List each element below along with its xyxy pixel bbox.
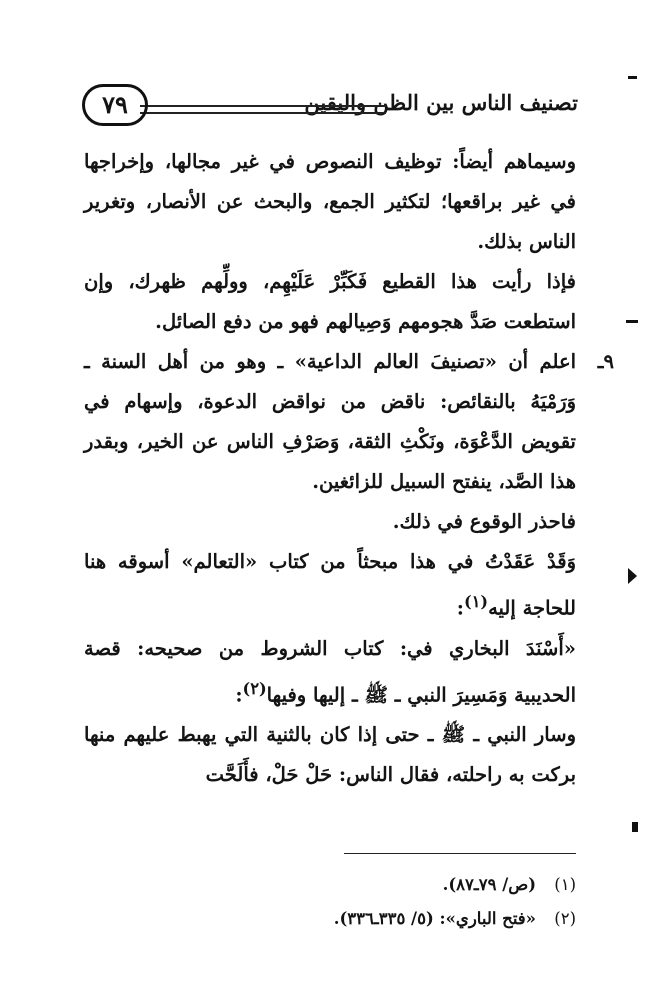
- footnote-rule: [344, 853, 576, 854]
- paragraph-text: وَقَدْ عَقَدْتُ في هذا مبحثاً من كتاب «التعالم» أسوقه هنا للحاجة إليه: [84, 550, 576, 620]
- paragraph: فاحذر الوقوع في ذلك.: [392, 510, 576, 533]
- body-text: [84, 142, 614, 795]
- header-rule: [140, 105, 386, 114]
- paragraph: [84, 542, 576, 629]
- footnote-text: (ص/ ٧٩ـ٨٧).: [442, 875, 536, 894]
- paragraph: وسار النبي ـ ﷺ ـ حتى إذا كان بالثنية التي يهبط عليهم منها بركت به راحلته، فقال الناس: حَلْ حَلْ، فأَلَحَّت: [84, 723, 576, 786]
- running-title: تصنيف الناس بين الظن واليقين: [304, 90, 578, 115]
- item-text: اعلم أن «تصنيفَ العالم الداعية» ـ وهو من أهل السنة ـ وَرَمْيَهُ بالنقائص: ناقض من نواقض الدعوة، وإسهام في تقويض الدَّعْوَة، ونَكْثِ الثقة، وَصَرْفِ الناس عن الخير، وبقدر هذا الصَّد، ينفتح السبيل للزائغين.: [84, 350, 576, 493]
- footnotes: [84, 868, 576, 936]
- paragraph-text: «أَسْنَدَ البخاري في: كتاب الشروط من صحيحه: قصة الحديبية وَمَسِيرَ النبي ـ ﷺ ـ إليها وفيها: [84, 636, 576, 706]
- footnote-ref-2: (٢): [242, 678, 267, 698]
- scan-mark: [632, 822, 638, 832]
- numbered-item-9: [84, 342, 614, 502]
- scan-mark: [628, 568, 637, 584]
- footnote-number: (٢): [554, 909, 576, 928]
- page-header: [82, 84, 578, 130]
- footnote-1: [84, 868, 576, 902]
- scan-mark: [626, 320, 638, 323]
- paragraph: [84, 629, 576, 716]
- page-number: ٧٩: [82, 84, 148, 126]
- punctuation: :: [235, 683, 243, 706]
- item-number: ٩ـ: [597, 350, 614, 373]
- punctuation: :: [456, 596, 464, 620]
- scan-mark: [628, 76, 637, 79]
- footnote-2: [84, 902, 576, 936]
- footnote-ref-1: (١): [463, 592, 489, 611]
- paragraph: وسيماهم أيضاً: توظيف النصوص في غير مجالها، وإخراجها في غير براقعها؛ لتكثير الجمع، والبحث عن الأنصار، وتغرير الناس بذلك.: [84, 150, 576, 253]
- footnote-number: (١): [554, 875, 576, 894]
- footnote-text: «فتح الباري»: (٥/ ٣٣٥ـ٣٣٦).: [333, 909, 536, 928]
- paragraph: فإذا رأيت هذا القطيع فَكَبِّرْ عَلَيْهِم، وولِّهم ظهرك، وإن استطعت صَدَّ هجومهم وَصِيالهم فهو من دفع الصائل.: [84, 270, 576, 333]
